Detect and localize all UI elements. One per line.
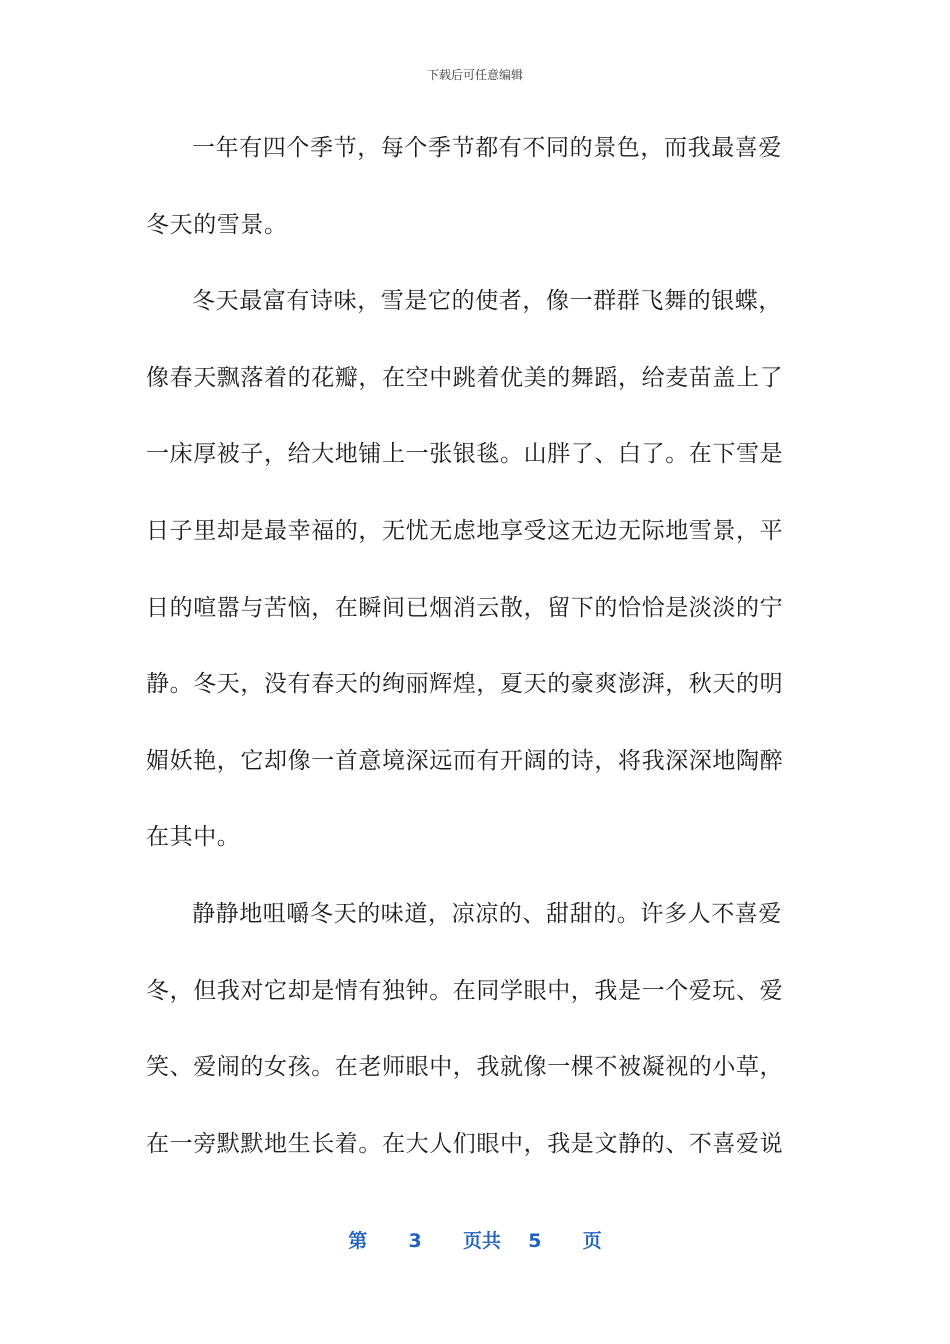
- text-line: 一床厚被子，给大地铺上一张银毯。山胖了、白了。在下雪是: [146, 441, 784, 468]
- footer-prefix: 第: [348, 1230, 368, 1252]
- text-line: 冬天的雪景。: [146, 211, 288, 238]
- footer-middle: 页共: [462, 1230, 501, 1252]
- document-body: [146, 110, 794, 1182]
- footer-suffix: 页: [582, 1230, 602, 1252]
- text-line: 冬，但我对它却是情有独钟。在同学眼中，我是一个爱玩、爱: [146, 977, 784, 1004]
- text-line: 在一旁默默地生长着。在大人们眼中，我是文静的、不喜爱说: [146, 1130, 784, 1157]
- page-header-note: 下载后可任意编辑: [426, 68, 523, 82]
- text-line: 在其中。: [146, 824, 241, 851]
- footer-current-page: 3: [408, 1230, 422, 1252]
- page-footer: [0, 1226, 950, 1253]
- text-line: 冬天最富有诗味，雪是它的使者，像一群群飞舞的银蝶，: [192, 288, 782, 315]
- text-line: 媚妖艳，它却像一首意境深远而有开阔的诗，将我深深地陶醉: [146, 747, 784, 774]
- text-line: 日子里却是最幸福的，无忧无虑地享受这无边无际地雪景，平: [146, 517, 784, 544]
- text-line: 静。冬天，没有春天的绚丽辉煌，夏天的豪爽澎湃，秋天的明: [146, 671, 784, 698]
- footer-total-pages: 5: [528, 1230, 542, 1252]
- text-line: 日的喧嚣与苦恼，在瞬间已烟消云散，留下的恰恰是淡淡的宁: [146, 594, 784, 621]
- text-line: 笑、爱闹的女孩。在老师眼中，我就像一棵不被凝视的小草，: [146, 1054, 784, 1081]
- text-line: 像春天飘落着的花瓣，在空中跳着优美的舞蹈，给麦苗盖上了: [146, 364, 784, 391]
- text-line: 一年有四个季节，每个季节都有不同的景色，而我最喜爱: [192, 135, 782, 161]
- text-line: 静静地咀嚼冬天的味道，凉凉的、甜甜的。许多人不喜爱: [192, 900, 782, 927]
